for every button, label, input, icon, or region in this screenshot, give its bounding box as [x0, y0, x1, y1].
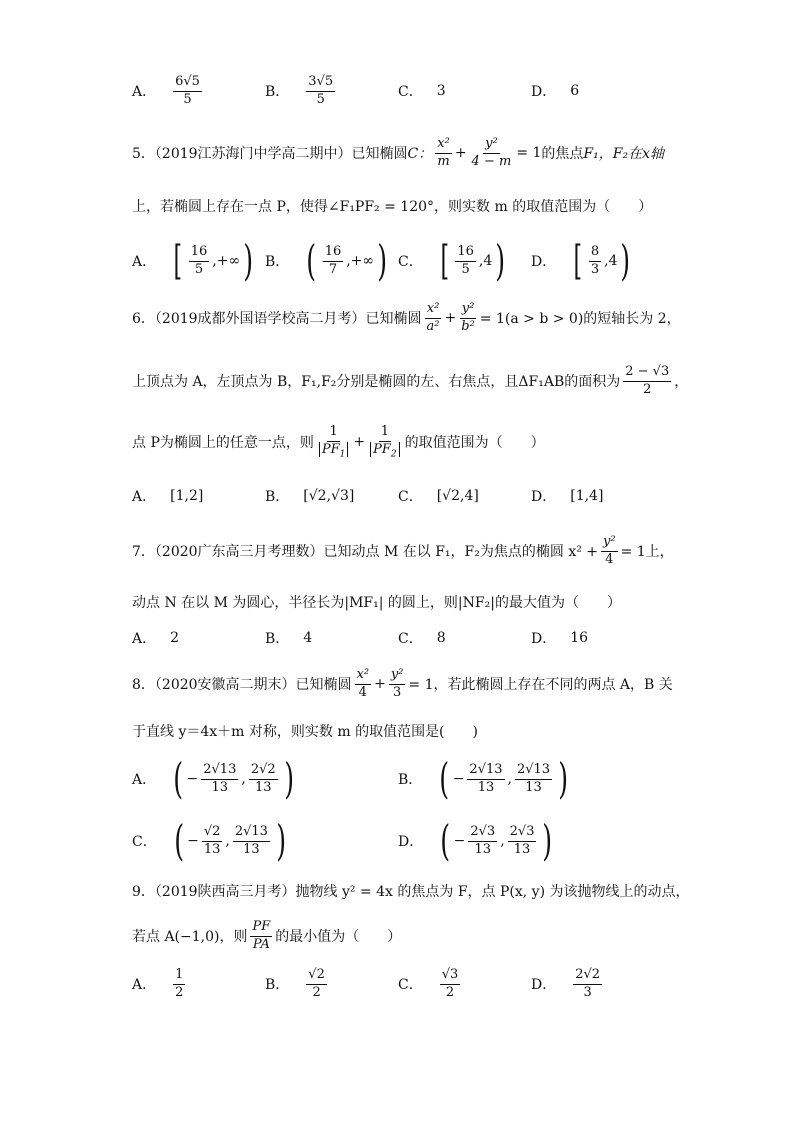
- q6-stem-line2: 上顶点为 A，左顶点为 B，F₁,F₂分别是椭圆的左、右焦点，且ΔF₁AB的面积为 $\frac{2 - √3}{2}$ ，: [132, 364, 689, 397]
- q5-option-b[interactable]: B． ( $\frac{16}{7}$ ,+∞ ): [265, 236, 388, 285]
- q5-option-d[interactable]: D． [ $\frac{8}{3}$ ,4 ): [531, 236, 631, 285]
- q7-stem: 7．（2020广东高三月考理数）已知动点 M 在以 F₁，F₂为焦点的椭圆 x² + $\frac{\text{y²}}{4}$ = 1上，: [132, 534, 674, 567]
- q9-options: [132, 968, 664, 1001]
- q8-option-c[interactable]: C． ( − $\frac{√2}{13}$ , $\frac{2√13}{13}$ ): [132, 816, 287, 865]
- q5-frac-x: $\frac{\text{x²}}{m}$: [437, 136, 450, 169]
- q6-stem: 6．（2019成都外国语学校高二月考）已知椭圆 $\frac{\text{x²}}{\text{a²}}$ + $\frac{\text{y²}}{\text{b²}}$ = 1(a > b > 0)的短轴长为 2，: [132, 301, 681, 334]
- q7-options: [132, 628, 664, 648]
- q8-option-b[interactable]: B． ( − $\frac{2√13}{13}$ , $\frac{2√13}{13}$ ): [398, 754, 569, 803]
- q4-option-a[interactable]: A． $\frac{6√5}{5}$: [132, 74, 200, 107]
- q6-options: [132, 486, 664, 506]
- q5-frac-y: $\frac{\text{y²}}{4 - m}$: [471, 136, 512, 169]
- q6-option-b[interactable]: B． [√2,√3]: [265, 488, 355, 505]
- q5-stem-line2: 上，若椭圆上存在一点 P，使得∠F₁PF₂ = 120°，则实数 m 的取值范围为（ ）: [132, 199, 653, 215]
- q9-option-c[interactable]: C． $\frac{√3}{2}$: [398, 967, 459, 1000]
- q9-option-b[interactable]: B． $\frac{√2}{2}$: [265, 967, 325, 1000]
- q9-stem: 9．（2019陕西高三月考）抛物线 y² = 4x 的焦点为 F，点 P(x, y) 为该抛物线上的动点，: [132, 884, 690, 900]
- q6-option-a[interactable]: A． [1,2]: [132, 488, 204, 505]
- q9-stem-line2: 若点 A(−1,0)，则 $\frac{PF}{PA}$ 的最小值为（ ）: [132, 919, 402, 952]
- q6-option-c[interactable]: C． [√2,4]: [398, 488, 479, 505]
- q7-option-b[interactable]: B． 4: [265, 630, 313, 647]
- q4-option-b[interactable]: B． $\frac{3√5}{5}$: [265, 74, 334, 107]
- q9-option-d[interactable]: D． $\frac{2√2}{3}$: [531, 967, 601, 1000]
- q9-option-a[interactable]: A． $\frac{1}{2}$: [132, 967, 184, 1000]
- q5-stem: 5．（2019江苏海门中学高二期中）已知椭圆 C： $\frac{\text{x²}}{m}$ + $\frac{\text{y²}}{4 - m}$ = 1 的焦点 F₁，F₂在 x轴: [132, 136, 664, 169]
- q7-stem-line2: 动点 N 在以 M 为圆心，半径长为|MF₁| 的圆上，则|NF₂|的最大值为（ ）: [132, 595, 621, 611]
- q6-stem-line3: 点 P为椭圆上的任意一点，则 $\frac{1}{PF_1}$ + $\frac{1}{PF_2}$ 的取值范围为（ ）: [132, 424, 545, 460]
- q6-option-d[interactable]: D． [1,4]: [531, 488, 604, 505]
- q4-option-d[interactable]: D． 6: [531, 83, 580, 101]
- q4-options: [132, 75, 664, 108]
- q5-option-a[interactable]: A． [ $\frac{16}{5}$ ,+∞ ): [132, 236, 254, 285]
- q7-option-a[interactable]: A． 2: [132, 630, 180, 647]
- q5-option-c[interactable]: C． [ $\frac{16}{5}$ ,4 ): [398, 236, 506, 285]
- q4-option-c[interactable]: C． 3: [398, 83, 446, 101]
- q5-options: [132, 236, 664, 285]
- q7-option-d[interactable]: D． 16: [531, 630, 589, 647]
- q8-options-cd: [132, 816, 664, 865]
- q7-option-c[interactable]: C． 8: [398, 630, 446, 647]
- q8-stem-line2: 于直线 y＝4x＋m 对称，则实数 m 的取值范围是( ): [132, 724, 478, 740]
- q8-stem: 8．（2020安徽高二期末）已知椭圆 $\frac{\text{x²}}{4}$ + $\frac{\text{y²}}{3}$ = 1，若此椭圆上存在不同的两点 A，B 关: [132, 667, 673, 700]
- q8-options-ab: [132, 754, 664, 803]
- q8-option-a[interactable]: A． ( − $\frac{2√13}{13}$ , $\frac{2√2}{13}$ ): [132, 754, 294, 803]
- q8-option-d[interactable]: D． ( − $\frac{2√3}{13}$ , $\frac{2√3}{13}$ ): [398, 816, 553, 865]
